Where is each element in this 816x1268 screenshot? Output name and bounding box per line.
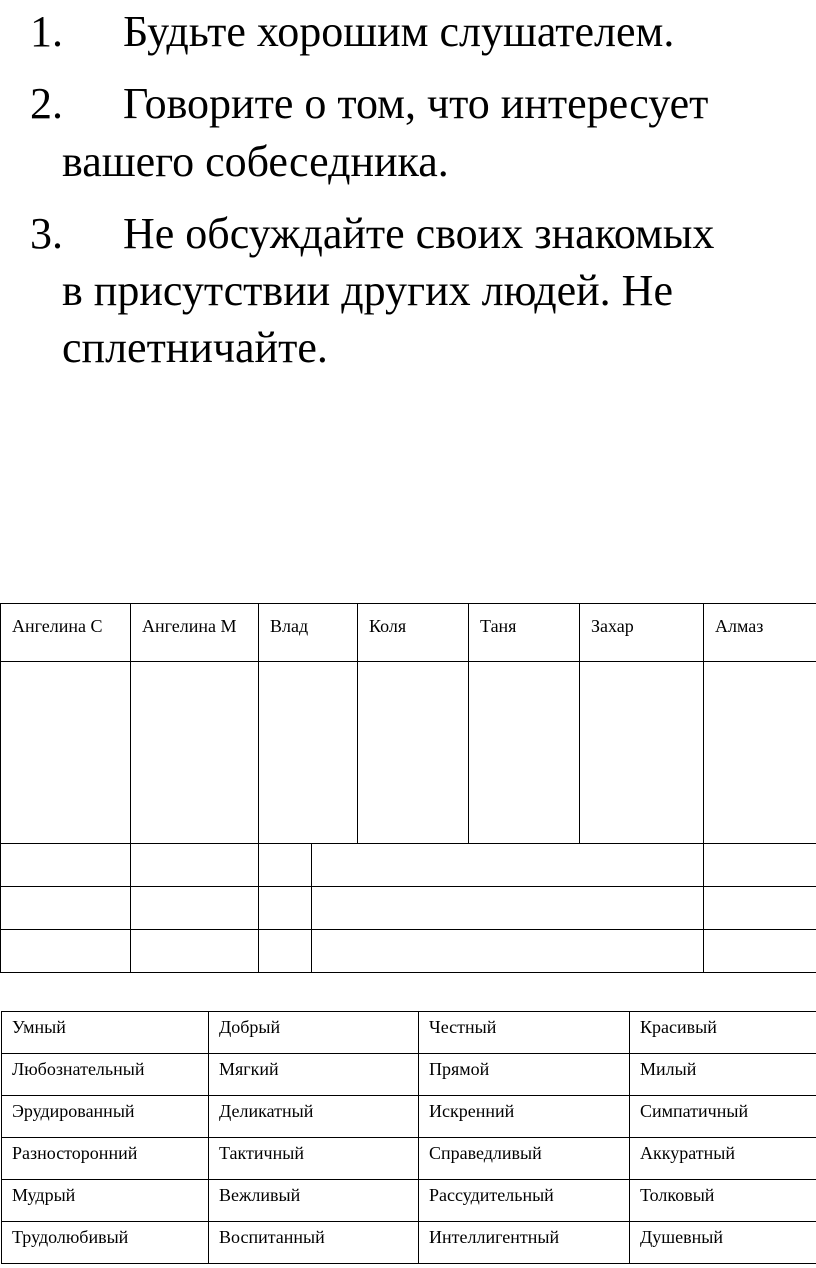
- trait-cell: Душевный: [630, 1222, 816, 1264]
- empty-cell: [704, 887, 816, 930]
- empty-cell: [131, 662, 259, 844]
- empty-cell: [131, 887, 259, 930]
- trait-cell: Рассудительный: [419, 1180, 630, 1222]
- header-cell: Коля: [358, 604, 469, 662]
- empty-cell: [1, 930, 131, 973]
- empty-cell: [704, 930, 816, 973]
- rule-number: 2.: [30, 79, 63, 128]
- table-row: [2, 1222, 816, 1264]
- empty-cell: [259, 662, 358, 844]
- trait-cell: Любознательный: [2, 1054, 209, 1096]
- table-row: [2, 1138, 816, 1180]
- empty-cell: [312, 844, 704, 887]
- empty-cell: [259, 844, 312, 887]
- empty-cell: [1, 844, 131, 887]
- trait-cell: Красивый: [630, 1012, 816, 1054]
- table-row: [1, 844, 816, 887]
- trait-cell: Интеллигентный: [419, 1222, 630, 1264]
- empty-cell: [704, 844, 816, 887]
- rule-text: Говорите о том, что интересует: [123, 79, 709, 128]
- trait-cell: Воспитанный: [209, 1222, 419, 1264]
- rule-text: Не обсуждайте своих знакомых: [123, 209, 715, 258]
- header-cell: Захар: [580, 604, 704, 662]
- table-row: [1, 887, 816, 930]
- header-cell: Таня: [469, 604, 580, 662]
- trait-cell: Добрый: [209, 1012, 419, 1054]
- trait-cell: Деликатный: [209, 1096, 419, 1138]
- empty-cell: [1, 662, 131, 844]
- trait-cell: Мудрый: [2, 1180, 209, 1222]
- rule-text: в присутствии других людей. Не: [62, 266, 673, 315]
- trait-cell: Милый: [630, 1054, 816, 1096]
- trait-cell: Толковый: [630, 1180, 816, 1222]
- rule-text: вашего собеседника.: [62, 137, 449, 186]
- table-row: [1, 662, 816, 844]
- header-cell: Ангелина С: [1, 604, 131, 662]
- empty-cell: [704, 662, 816, 844]
- table-row: [2, 1096, 816, 1138]
- table-row: [1, 930, 816, 973]
- empty-cell: [131, 930, 259, 973]
- table-row: [2, 1180, 816, 1222]
- trait-cell: Вежливый: [209, 1180, 419, 1222]
- trait-cell: Тактичный: [209, 1138, 419, 1180]
- empty-cell: [1, 887, 131, 930]
- empty-cell: [358, 662, 469, 844]
- trait-cell: Трудолюбивый: [2, 1222, 209, 1264]
- empty-cell: [312, 887, 704, 930]
- names-table: [0, 603, 816, 973]
- trait-cell: Искренний: [419, 1096, 630, 1138]
- trait-cell: Справедливый: [419, 1138, 630, 1180]
- trait-cell: Разносторонний: [2, 1138, 209, 1180]
- empty-cell: [131, 844, 259, 887]
- trait-cell: Эрудированный: [2, 1096, 209, 1138]
- empty-cell: [259, 930, 312, 973]
- traits-table: [1, 1011, 816, 1264]
- table-header-row: [1, 604, 816, 662]
- header-cell: Влад: [259, 604, 358, 662]
- header-cell: Алмаз: [704, 604, 816, 662]
- trait-cell: Мягкий: [209, 1054, 419, 1096]
- rule-text: Будьте хорошим слушателем.: [123, 7, 675, 56]
- rule-number: 3.: [30, 209, 63, 258]
- empty-cell: [469, 662, 580, 844]
- table-row: [2, 1054, 816, 1096]
- empty-cell: [312, 930, 704, 973]
- rule-number: 1.: [30, 7, 63, 56]
- trait-cell: Честный: [419, 1012, 630, 1054]
- trait-cell: Прямой: [419, 1054, 630, 1096]
- trait-cell: Симпатичный: [630, 1096, 816, 1138]
- empty-cell: [580, 662, 704, 844]
- empty-cell: [259, 887, 312, 930]
- header-cell: Ангелина М: [131, 604, 259, 662]
- rule-text: сплетничайте.: [62, 323, 328, 372]
- trait-cell: Умный: [2, 1012, 209, 1054]
- table-row: [2, 1012, 816, 1054]
- trait-cell: Аккуратный: [630, 1138, 816, 1180]
